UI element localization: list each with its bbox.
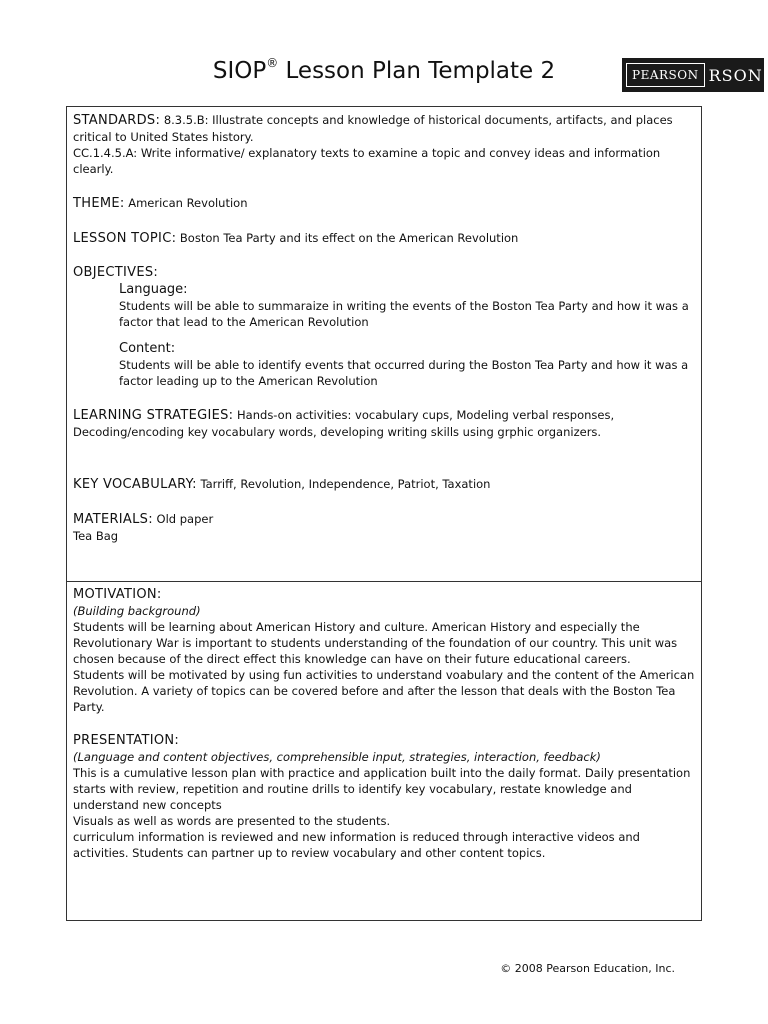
- content-text: Students will be able to identify events that occurred during the Boston Tea Party and how it was a factor leading up to the American Revolution: [119, 358, 689, 388]
- presentation-text-1: This is a cumulative lesson plan with practice and application built into the daily format. Daily presentation starts with review, repetition and routine drills to identify key vocabulary, restate knowledge and understand new concepts: [73, 766, 691, 812]
- strategies-text: Hands-on activities: vocabulary cups, Modeling verbal responses, Decoding/encoding key vocabulary words, developing writing skills using grphic organizers.: [73, 408, 615, 439]
- presentation-text-2: Visuals as well as words are presented to the students.: [73, 814, 391, 828]
- vocabulary-text: Tarriff, Revolution, Independence, Patriot, Taxation: [200, 477, 491, 491]
- motivation-text-2: Students will be motivated by using fun activities to understand voabulary and the content of the American Revolution. A variety of topics can be covered before and after the lesson that deals with the Boston Tea Party.: [73, 668, 695, 714]
- title-siop: SIOP: [212, 58, 267, 84]
- strategies-section: [73, 407, 695, 440]
- content-label: Content:: [119, 341, 176, 356]
- title-rest: Lesson Plan Template 2: [278, 58, 556, 84]
- materials-text-1: Old paper: [156, 512, 214, 526]
- presentation-subtitle: (Language and content objectives, comprehensible input, strategies, interaction, feedback): [73, 750, 601, 764]
- theme-label: THEME:: [73, 196, 125, 211]
- vocabulary-section: [73, 476, 695, 493]
- presentation-label: PRESENTATION:: [73, 733, 180, 748]
- theme-section: [73, 195, 695, 212]
- objectives-section: [73, 265, 695, 389]
- motivation-section: [73, 587, 695, 715]
- standards-text-1: 8.3.5.B: Illustrate concepts and knowledge of historical documents, artifacts, and places critical to United States history.: [73, 113, 673, 144]
- standards-section: [73, 112, 695, 177]
- presentation-text-3: curriculum information is reviewed and new information is reduced through interactive videos and activities. Students can partner up to review vocabulary and other content topics.: [73, 830, 640, 860]
- language-text: Students will be able to summaraize in writing the events of the Boston Tea Party and how it was a factor that lead to the American Revolution: [119, 299, 689, 329]
- motivation-subtitle: (Building background): [73, 604, 201, 618]
- materials-section: [73, 511, 695, 544]
- theme-text: American Revolution: [128, 196, 248, 210]
- standards-text-2: CC.1.4.5.A: Write informative/ explanatory texts to examine a topic and convey ideas and information clearly.: [73, 146, 661, 176]
- strategies-label: LEARNING STRATEGIES:: [73, 408, 234, 423]
- lesson-plan-box: [66, 106, 702, 582]
- objectives-label: OBJECTIVES:: [73, 265, 159, 280]
- topic-label: LESSON TOPIC:: [73, 231, 177, 246]
- topic-section: [73, 230, 695, 247]
- pearson-logo: [622, 58, 764, 92]
- topic-text: Boston Tea Party and its effect on the American Revolution: [179, 231, 519, 245]
- pearson-logo-boxed-text: PEARSON: [626, 63, 705, 87]
- presentation-section: [73, 733, 695, 861]
- materials-label: MATERIALS:: [73, 512, 153, 527]
- standards-label: STANDARDS:: [73, 113, 161, 128]
- lesson-plan-box-2: [66, 581, 702, 921]
- registered-mark: ®: [266, 56, 279, 71]
- motivation-text-1: Students will be learning about American History and culture. American History and especially the Revolutionary War is important to students understanding of the foundation of our country. This unit was chosen because of the direct effect this knowledge can have on their future educational careers.: [73, 620, 678, 666]
- motivation-label: MOTIVATION:: [73, 587, 162, 602]
- vocabulary-label: KEY VOCABULARY:: [73, 477, 197, 492]
- copyright-footer: © 2008 Pearson Education, Inc.: [500, 962, 675, 975]
- language-label: Language:: [119, 282, 188, 297]
- materials-text-2: Tea Bag: [73, 529, 119, 543]
- pearson-logo-partial-text: RSON: [708, 65, 763, 85]
